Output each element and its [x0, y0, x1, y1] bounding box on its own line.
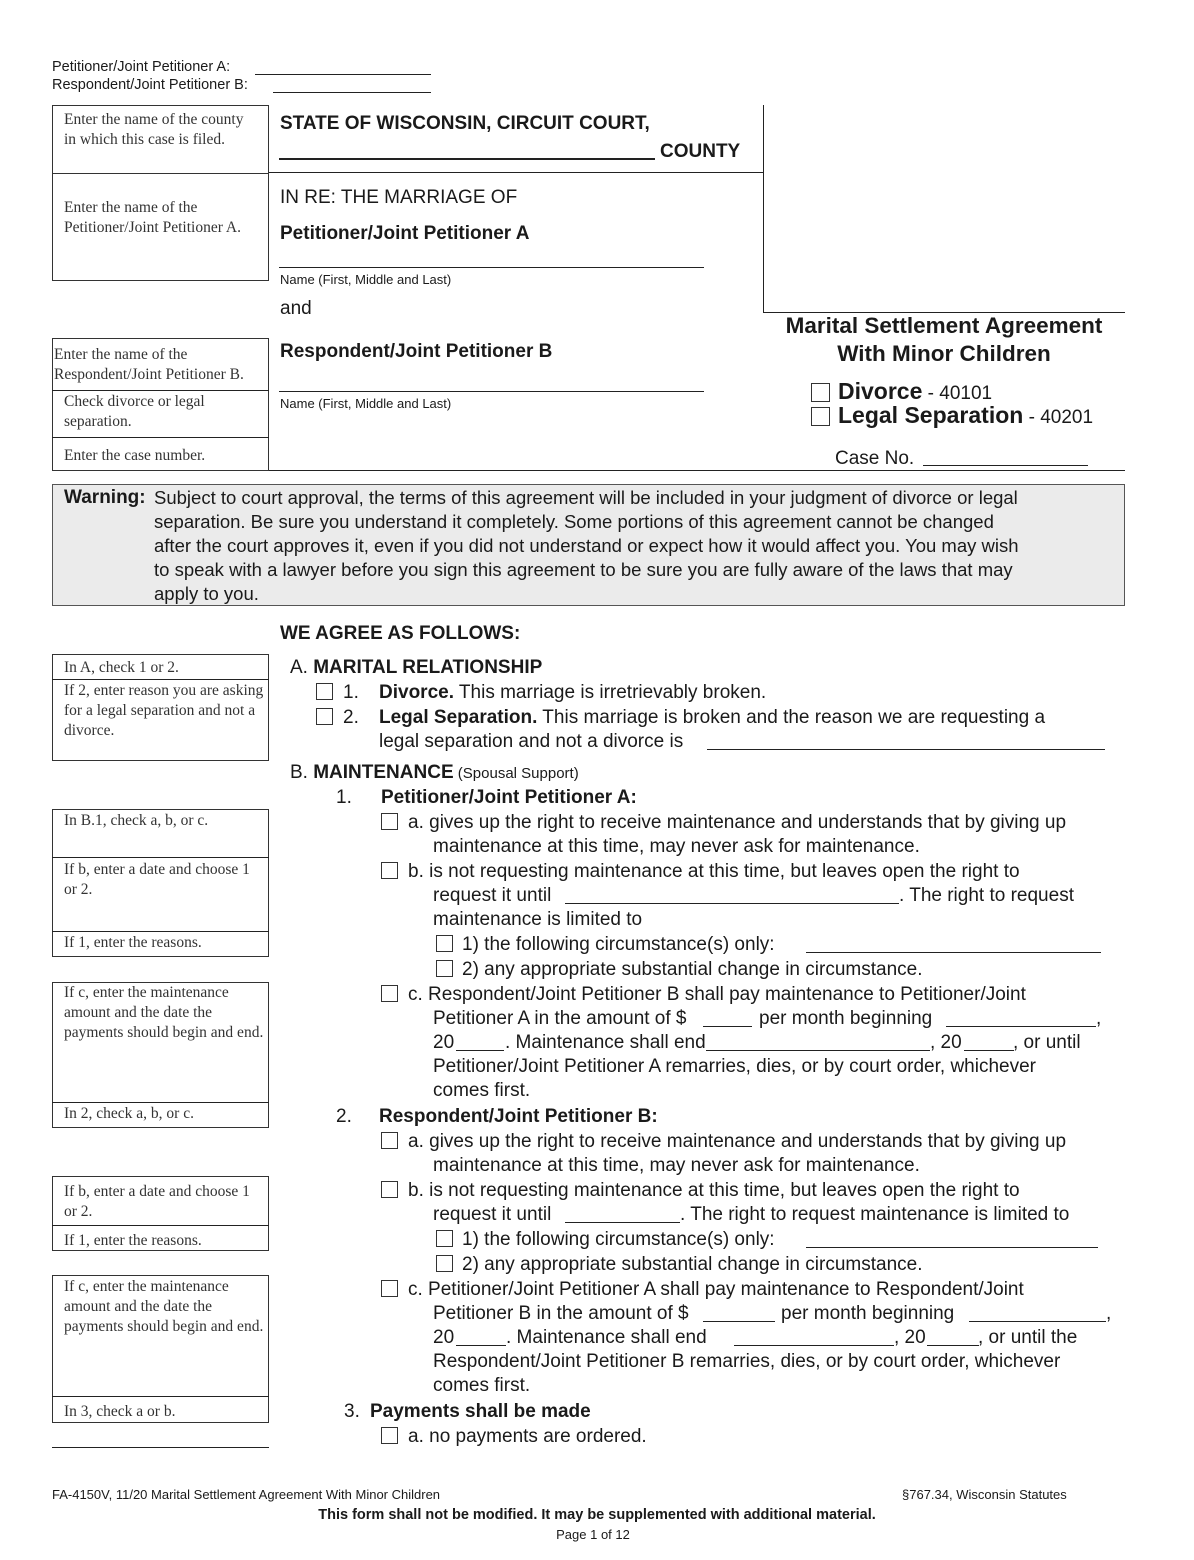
warning-line: to speak with a lawyer before you sign this agreement to be sure you are fully aware of the laws that may — [154, 559, 1013, 580]
b2b1-checkbox[interactable] — [436, 1230, 453, 1247]
instruction-a-reason: If 2, enter reason you are asking for a legal separation and not a divorce. — [64, 682, 264, 739]
section-a-heading: MARITAL RELATIONSHIP — [313, 657, 543, 678]
b1c-end-field[interactable] — [706, 1050, 930, 1051]
b2c-line3a: 20 — [433, 1327, 455, 1348]
instruction-b1-check: In B.1, check a, b, or c. — [64, 812, 209, 829]
a2-text: This marriage is broken and the reason we are requesting a — [537, 707, 1046, 728]
b2a-line2: maintenance at this time, may never ask for maintenance. — [433, 1155, 920, 1176]
a2-num: 2. — [343, 707, 359, 728]
b1b-line3: maintenance is limited to — [433, 909, 643, 930]
b1c-begin-field[interactable] — [946, 1026, 1096, 1027]
petitioner-name-hint: Name (First, Middle and Last) — [280, 272, 452, 287]
respondent-caption-label: Respondent/Joint Petitioner B — [280, 341, 553, 362]
b1c-begin-year-field[interactable] — [456, 1050, 504, 1051]
b2a-checkbox[interactable] — [381, 1132, 398, 1149]
b2b1-field[interactable] — [806, 1247, 1098, 1248]
legal-separation-label: Legal Separation — [838, 402, 1024, 428]
b2b2-text: 2) any appropriate substantial change in circumstance. — [462, 1254, 923, 1275]
instruction-b2-c: If c, enter the maintenance amount and the date the payments should begin and end. — [64, 1278, 264, 1335]
b2c-line2a: Petitioner B in the amount of $ — [433, 1303, 689, 1324]
instruction-respondent-text: Enter the name of the Respondent/Joint Petitioner B. — [54, 346, 244, 383]
b1b1-checkbox[interactable] — [436, 935, 453, 952]
b1b-line2a: request it until — [433, 885, 552, 906]
b2c-end-field[interactable] — [734, 1345, 894, 1346]
b2c-line4: Respondent/Joint Petitioner B remarries, dies, or by court order, whichever — [433, 1351, 1061, 1372]
b1c-line2c: , — [1096, 1008, 1102, 1029]
b1c-line2a: Petitioner A in the amount of $ — [433, 1008, 687, 1029]
b2b-line1: b. is not requesting maintenance at this time, but leaves open the right to — [408, 1180, 1020, 1201]
instruction-county-text: Enter the name of the county in which this case is filed. — [64, 111, 244, 148]
b3-label: Payments shall be made — [370, 1401, 591, 1422]
divorce-checkbox[interactable] — [811, 383, 830, 402]
footer-page: Page 1 of 12 — [556, 1527, 630, 1542]
b1a-line1: a. gives up the right to receive maintenance and understands that by giving up — [408, 812, 1067, 833]
b2c-line3b: . Maintenance shall end — [506, 1327, 707, 1348]
b1c-line3d: , or until — [1013, 1032, 1081, 1053]
divorce-code: - 40101 — [922, 383, 993, 404]
b2c-line2b: per month beginning — [781, 1303, 955, 1324]
instruction-b1-reasons: If 1, enter the reasons. — [64, 934, 202, 951]
warning-label: Warning: — [64, 487, 146, 508]
legal-separation-checkbox[interactable] — [811, 407, 830, 426]
b1b-checkbox[interactable] — [381, 862, 398, 879]
warning-line: after the court approves it, even if you did not understand or expect how it would affect you. You may wish — [154, 535, 1019, 556]
b2c-begin-year-field[interactable] — [456, 1345, 506, 1346]
instruction-a-check: In A, check 1 or 2. — [64, 659, 179, 676]
b1-num: 1. — [336, 787, 352, 808]
b1c-line2b: per month beginning — [759, 1008, 933, 1029]
and-label: and — [280, 298, 312, 319]
b1b2-checkbox[interactable] — [436, 960, 453, 977]
section-b-letter: B. — [290, 762, 308, 783]
respondent-name-field[interactable] — [279, 391, 704, 392]
b1b-line1: b. is not requesting maintenance at this time, but leaves open the right to — [408, 861, 1020, 882]
b2b-checkbox[interactable] — [381, 1181, 398, 1198]
b1c-line4: Petitioner/Joint Petitioner A remarries, dies, or by court order, whichever — [433, 1056, 1036, 1077]
case-no-field[interactable] — [923, 465, 1088, 466]
section-b-heading: MAINTENANCE — [313, 762, 454, 783]
b3a-checkbox[interactable] — [381, 1427, 398, 1444]
b2b1-text: 1) the following circumstance(s) only: — [462, 1229, 775, 1250]
b2b2-checkbox[interactable] — [436, 1255, 453, 1272]
form-title-line1: Marital Settlement Agreement — [785, 313, 1103, 338]
b2b-line2b: . The right to request maintenance is limited to — [680, 1204, 1070, 1225]
b1a-line2: maintenance at this time, may never ask for maintenance. — [433, 836, 920, 857]
footer-form-id: FA-4150V, 11/20 Marital Settlement Agreement With Minor Children — [52, 1487, 441, 1502]
b2b-line2a: request it until — [433, 1204, 552, 1225]
b3a-text: a. no payments are ordered. — [408, 1426, 647, 1447]
b2c-line1: c. Petitioner/Joint Petitioner A shall pay maintenance to Respondent/Joint — [408, 1279, 1024, 1300]
b1c-line3a: 20 — [433, 1032, 455, 1053]
a1-num: 1. — [343, 682, 359, 703]
b2a-line1: a. gives up the right to receive maintenance and understands that by giving up — [408, 1131, 1067, 1152]
petitioner-top-field[interactable] — [255, 74, 431, 75]
b2-num: 2. — [336, 1106, 352, 1127]
divorce-label: Divorce — [838, 378, 923, 404]
court-title: STATE OF WISCONSIN, CIRCUIT COURT, — [280, 113, 650, 134]
b2c-line2c: , — [1106, 1303, 1112, 1324]
petitioner-name-field[interactable] — [279, 267, 704, 268]
instruction-b2-b: If b, enter a date and choose 1 or 2. — [64, 1183, 250, 1220]
warning-line: Subject to court approval, the terms of this agreement will be included in your judgment of divorce or legal — [154, 487, 1018, 508]
b1c-line1: c. Respondent/Joint Petitioner B shall pay maintenance to Petitioner/Joint — [408, 984, 1026, 1005]
b1c-amount-field[interactable] — [703, 1026, 752, 1027]
in-re-label: IN RE: THE MARRIAGE OF — [280, 187, 518, 208]
b1b2-text: 2) any appropriate substantial change in circumstance. — [462, 959, 923, 980]
footer-notice: This form shall not be modified. It may be supplemented with additional material. — [318, 1507, 876, 1523]
respondent-top-label: Respondent/Joint Petitioner B: — [52, 77, 248, 93]
petitioner-top-label: Petitioner/Joint Petitioner A: — [52, 59, 231, 75]
b1c-line5: comes first. — [433, 1080, 531, 1101]
b1c-line3b: . Maintenance shall end — [505, 1032, 706, 1053]
petitioner-caption-label: Petitioner/Joint Petitioner A — [280, 223, 530, 244]
b2-label: Respondent/Joint Petitioner B: — [379, 1106, 658, 1127]
county-label: COUNTY — [660, 141, 741, 162]
a2-bold: Legal Separation. — [379, 707, 538, 728]
b2c-line3d: , or until the — [978, 1327, 1078, 1348]
instruction-b1-c: If c, enter the maintenance amount and the date the payments should begin and end. — [64, 984, 264, 1041]
county-field[interactable] — [279, 158, 655, 160]
form-title-line2: With Minor Children — [837, 341, 1051, 366]
b3-num: 3. — [344, 1401, 360, 1422]
warning-line: separation. Be sure you understand it completely. Some portions of this agreement cannot be changed — [154, 511, 994, 532]
b1b-date-field[interactable] — [565, 903, 899, 904]
instruction-b3-check: In 3, check a or b. — [64, 1403, 176, 1420]
b2c-begin-field[interactable] — [969, 1321, 1106, 1322]
legal-separation-code: - 40201 — [1023, 407, 1094, 428]
instruction-b2-check: In 2, check a, b, or c. — [64, 1105, 194, 1122]
instruction-petitioner-text: Enter the name of the Petitioner/Joint Petitioner A. — [64, 199, 241, 236]
b2c-line5: comes first. — [433, 1375, 531, 1396]
b1a-checkbox[interactable] — [381, 813, 398, 830]
a2-text2: legal separation and not a divorce is — [379, 731, 684, 752]
section-a-letter: A. — [290, 657, 308, 678]
b2c-checkbox[interactable] — [381, 1280, 398, 1297]
respondent-top-field[interactable] — [273, 92, 431, 93]
instruction-check-type: Check divorce or legal separation. — [64, 393, 205, 430]
a2-checkbox[interactable] — [316, 708, 333, 725]
footer-statute: §767.34, Wisconsin Statutes — [902, 1487, 1067, 1502]
a1-bold: Divorce. — [379, 682, 454, 703]
b2c-end-year-field[interactable] — [927, 1345, 979, 1346]
b1b1-field[interactable] — [806, 952, 1101, 953]
b1c-checkbox[interactable] — [381, 985, 398, 1002]
respondent-name-hint: Name (First, Middle and Last) — [280, 396, 452, 411]
case-no-label: Case No. — [835, 448, 915, 469]
instruction-b1-b: If b, enter a date and choose 1 or 2. — [64, 861, 250, 898]
b2c-line3c: , 20 — [894, 1327, 926, 1348]
we-agree-heading: WE AGREE AS FOLLOWS: — [280, 623, 521, 644]
b1c-end-year-field[interactable] — [964, 1050, 1014, 1051]
b1-label: Petitioner/Joint Petitioner A: — [381, 787, 637, 808]
section-b-sub: (Spousal Support) — [453, 765, 579, 782]
b1b1-text: 1) the following circumstance(s) only: — [462, 934, 775, 955]
a2-reason-field[interactable] — [707, 749, 1105, 750]
a1-text: This marriage is irretrievably broken. — [453, 682, 767, 703]
b1b-line2b: . The right to request — [899, 885, 1074, 906]
b2b-date-field[interactable] — [565, 1222, 680, 1223]
instruction-b2-reasons: If 1, enter the reasons. — [64, 1232, 202, 1249]
warning-line: apply to you. — [154, 583, 259, 604]
instruction-case-number: Enter the case number. — [64, 447, 206, 464]
b1c-line3c: , 20 — [930, 1032, 962, 1053]
a1-checkbox[interactable] — [316, 683, 333, 700]
b2c-amount-field[interactable] — [703, 1321, 775, 1322]
